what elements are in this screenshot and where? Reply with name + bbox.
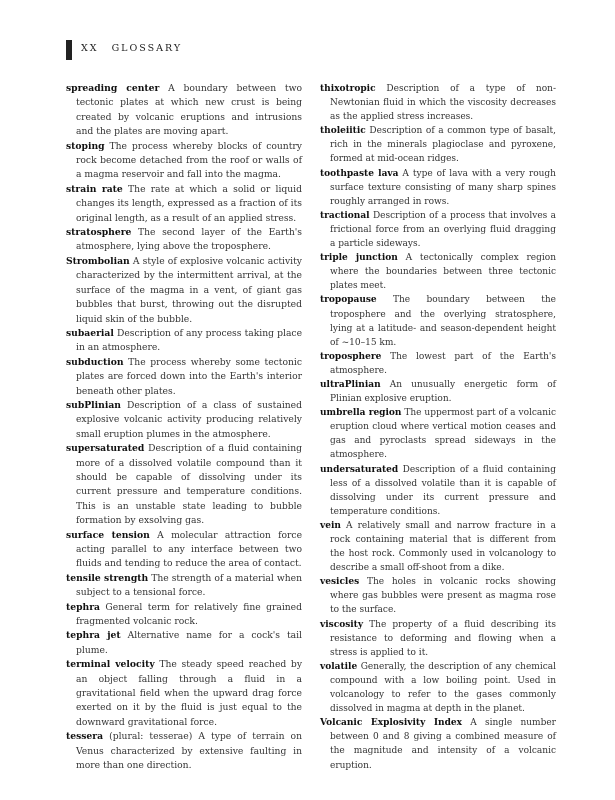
- glossary-definition: Alternative name for a cock's tail plume.: [76, 630, 303, 656]
- glossary-entry: [66, 629, 302, 658]
- glossary-definition: A style of explosive volcanic activity characterized by the intermittent arrival, at the surface of the magma in a vent, of giant gas bubbles that burst, throwing out the disrupted liquid skin of the bubble.: [76, 255, 302, 325]
- glossary-term: tropopause: [320, 295, 377, 306]
- header-text: [81, 43, 182, 54]
- glossary-column-left: [66, 82, 302, 774]
- glossary-entry: [66, 730, 302, 773]
- glossary-definition: The steady speed reached by an object falling through a fluid in a gravitational field when the upward drag force exerted on it by the fluid is just equal to the downward gravitational force.: [76, 659, 303, 728]
- glossary-definition: Description of any process taking place in an atmosphere.: [76, 327, 303, 354]
- glossary-definition: A molecular attraction force acting parallel to any interface between two fluids and tending to reduce the area of contact.: [76, 529, 303, 570]
- glossary-term: surface tension: [66, 529, 150, 541]
- glossary-entry: [320, 124, 556, 166]
- glossary-definition: Generally, the description of any chemical compound with a low boiling point. Used in volcanology to refer to the gases commonly dissolved in magma at depth in the planet.: [330, 661, 556, 715]
- glossary-entry: [320, 406, 556, 462]
- glossary-definition: The strength of a material when subject to a tensional force.: [76, 572, 302, 599]
- glossary-term: tephra: [66, 601, 100, 613]
- glossary-entry: [320, 519, 556, 575]
- glossary-entry: [66, 572, 302, 601]
- glossary-entry: [320, 167, 556, 209]
- glossary-definition: A single number between 0 and 8 giving a combined measure of the magnitude and intensity of a volcanic eruption.: [330, 718, 556, 771]
- glossary-definition: A boundary between two tectonic plates at which new crust is being created by volcanic eruptions and intrusions and the plates are moving apart.: [76, 83, 302, 138]
- glossary-definition: A relatively small and narrow fracture in a rock containing material that is different from the host rock. Commonly used in volcanology to describe a small off-shoot from a dike.: [330, 520, 556, 574]
- glossary-definition: An unusually energetic form of Plinian explosive eruption.: [330, 379, 556, 405]
- glossary-term: tessera: [66, 731, 104, 743]
- glossary-entry: [66, 529, 302, 572]
- glossary-entry: [320, 350, 556, 378]
- running-header: [66, 40, 556, 60]
- glossary-definition: The rate at which a solid or liquid changes its length, expressed as a fraction of its original length, as a result of an applied stress.: [76, 183, 303, 224]
- glossary-term: terminal velocity: [66, 659, 155, 671]
- glossary-entry: [66, 658, 302, 730]
- glossary-definition: A type of lava with a very rough surface texture consisting of many sharp spines roughly arranged in rows.: [330, 168, 556, 207]
- glossary-definition: Description of a common type of basalt, rich in the minerals plagioclase and pyroxene, formed at mid-ocean ridges.: [330, 126, 556, 165]
- page-number: XX: [81, 43, 99, 54]
- glossary-entry: [66, 255, 302, 327]
- glossary-entry: [66, 82, 302, 140]
- glossary-entry: [66, 140, 302, 183]
- glossary-definition: Description of a class of sustained explosive volcanic activity producing relatively small eruption plumes in the atmosphere.: [76, 399, 302, 440]
- glossary-term: thixotropic: [320, 84, 376, 94]
- glossary-entry: [320, 251, 556, 293]
- glossary-term: spreading center: [66, 83, 160, 94]
- glossary-term: viscosity: [320, 619, 364, 630]
- glossary-entry: [320, 82, 556, 124]
- glossary-definition: Description of a fluid containing less of a dissolved volatile than it is capable of dissolving under its current pressure and temperature conditions.: [330, 464, 556, 517]
- glossary-term: vein: [320, 520, 341, 531]
- glossary-term: tensile strength: [66, 572, 149, 584]
- glossary-term: Strombolian: [66, 255, 130, 267]
- glossary-entry: [66, 183, 302, 226]
- glossary-term: triple junction: [320, 253, 398, 264]
- glossary-term: subaerial: [66, 327, 114, 339]
- glossary-definition: The process whereby some tectonic plates are forced down into the Earth's interior beneath other plates.: [76, 356, 303, 397]
- glossary-definition: The lowest part of the Earth's atmosphere.: [330, 351, 556, 376]
- glossary-entry: [66, 327, 302, 356]
- glossary-definition: The second layer of the Earth's atmosphere, lying above the troposphere.: [76, 227, 302, 253]
- glossary-entry: [66, 399, 302, 442]
- glossary-term: umbrella region: [320, 408, 402, 419]
- glossary-term: Volcanic Explosivity Index: [320, 718, 462, 729]
- glossary-column-right: [320, 82, 556, 773]
- glossary-definition: Description of a fluid containing more of a dissolved volatile compound than it should be capable of dissolving under its current pressure and temperature conditions. This is an unstable state leading to bubble formation by exsolving gas.: [76, 443, 302, 527]
- glossary-definition: A tectonically complex region where the boundaries between three tectonic plates meet.: [330, 253, 556, 292]
- glossary-term: vesicles: [320, 577, 360, 588]
- glossary-term: toothpaste lava: [320, 168, 399, 179]
- glossary-term: supersaturated: [66, 443, 145, 455]
- glossary-term: stoping: [66, 140, 105, 152]
- glossary-entry: [320, 575, 556, 617]
- glossary-definition: General term for relatively fine grained fragmented volcanic rock.: [76, 601, 303, 628]
- glossary-term: undersaturated: [320, 464, 399, 475]
- glossary-term: troposphere: [320, 351, 382, 362]
- glossary-entry: [320, 716, 556, 772]
- glossary-entry: [320, 378, 556, 406]
- glossary-definition: The process whereby blocks of country rock become detached from the roof or walls of a magma reservoir and fall into the magma.: [76, 140, 302, 181]
- glossary-term: volatile: [320, 661, 358, 672]
- glossary-entry: [320, 293, 556, 349]
- glossary-entry: [66, 601, 302, 630]
- glossary-definition: The property of a fluid describing its resistance to deforming and flowing when a stress is applied to it.: [330, 619, 556, 658]
- glossary-definition: The boundary between the troposphere and the overlying stratosphere, lying at a latitude- and season-dependent height of ~10–15 km.: [330, 295, 556, 348]
- glossary-entry: [320, 209, 556, 251]
- glossary-term: tractional: [320, 210, 370, 221]
- glossary-entry: [66, 356, 302, 399]
- glossary-term: subPlinian: [66, 399, 121, 411]
- header-bar: [66, 40, 72, 60]
- glossary-term: strain rate: [66, 183, 123, 195]
- glossary-definition: The holes in volcanic rocks showing where gas bubbles were present as magma rose to the surface.: [330, 577, 556, 616]
- section-title: GLOSSARY: [111, 43, 183, 54]
- glossary-term: ultraPlinian: [320, 379, 381, 390]
- glossary-term: tholeiitic: [320, 126, 366, 137]
- glossary-term: tephra jet: [66, 630, 121, 642]
- glossary-definition: Description of a process that involves a frictional force from an overlying fluid dragging a particle sideways.: [330, 210, 556, 250]
- glossary-entry: [320, 463, 556, 519]
- glossary-entry: [320, 660, 556, 716]
- glossary-entry: [66, 226, 302, 255]
- glossary-definition: (plural: tesserae) A type of terrain on Venus characterized by extensive faulting in more than one direction.: [76, 731, 302, 772]
- glossary-entry: [320, 618, 556, 660]
- glossary-term: subduction: [66, 356, 124, 368]
- glossary-definition: Description of a type of non-Newtonian fluid in which the viscosity decreases as the applied stress increases.: [330, 84, 556, 123]
- glossary-definition: The uppermost part of a volcanic eruption cloud where vertical motion ceases and gas and pyroclasts spread sideways in the atmosphere.: [330, 408, 556, 461]
- glossary-term: stratosphere: [66, 227, 132, 239]
- glossary-entry: [66, 442, 302, 528]
